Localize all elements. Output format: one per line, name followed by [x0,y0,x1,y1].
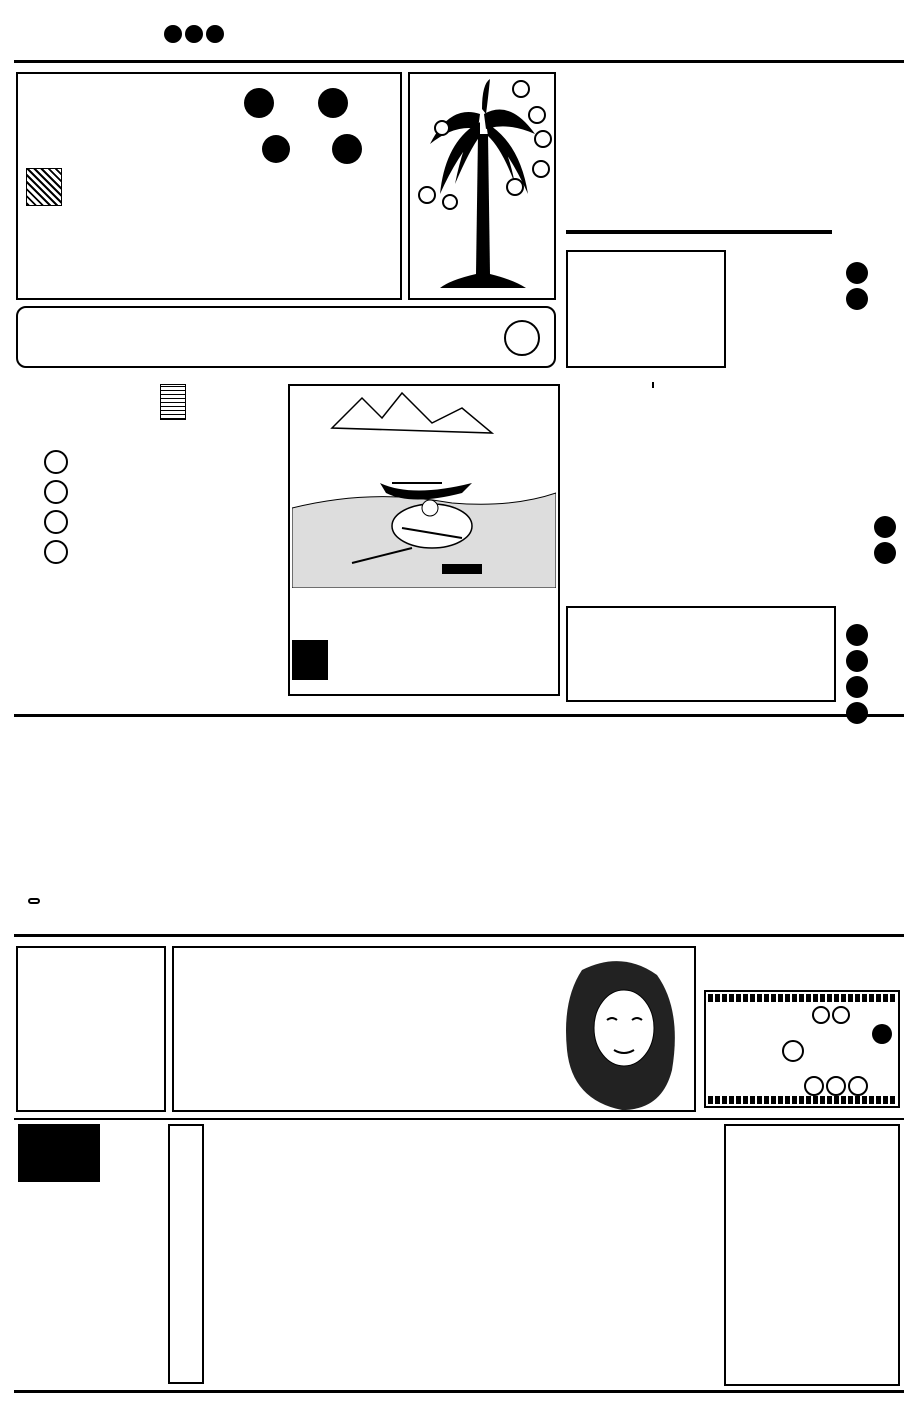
special-ball [832,1006,850,1024]
prize-box [566,250,726,368]
palm-ball [534,130,552,148]
story-illustration [292,388,556,588]
headline-image [26,168,62,206]
header-rule [14,60,904,63]
special-ball [812,1006,830,1024]
vertical-ball [846,262,868,284]
immortals-title-box [168,1124,204,1384]
must-die-text [572,632,672,698]
palm-ball [528,106,546,124]
header-balls [164,25,224,43]
headline-ball [262,135,290,163]
shensuan-title [18,1124,100,1182]
vertical-ball [846,702,868,724]
special-ball [804,1076,824,1096]
vertical-ball [846,676,868,698]
left-article [80,384,156,580]
smart-text [734,1184,894,1188]
hotline-vertical [22,740,102,890]
special-ball [848,1076,868,1096]
riddle-box [16,946,166,1112]
palm-ball [506,178,524,196]
headline-text-right [212,168,396,264]
hk-result-box [16,306,556,368]
final-rule [14,1390,904,1393]
headline-ball [332,134,362,164]
palm-ball [532,160,550,178]
smart-box [724,1124,900,1386]
story-text [160,518,284,678]
palm-ball [418,186,436,204]
left-circle-char [44,510,68,534]
headline-nums1 [244,88,348,118]
bottom-rule [14,1118,904,1120]
hot-ball [206,25,224,43]
jackpot-amount [28,898,40,904]
cold-text [680,384,832,570]
table10-icon [160,384,186,420]
palm-ball [442,194,458,210]
special-ball [826,1076,846,1096]
immortals-columns [208,1124,718,1386]
vertical-ball [874,542,896,564]
story-logo [292,640,328,680]
palm-ball [512,80,530,98]
hot-ball [164,25,182,43]
mid-rule [14,714,904,717]
vertical-ball [846,288,868,310]
left-circle-char [44,450,68,474]
left-article-2 [20,590,156,676]
hot-ball [185,25,203,43]
vertical-ball [874,516,896,538]
calendar [728,250,834,251]
lower-rule [14,934,904,937]
left-circle-char [44,540,68,564]
headline-text-left [66,168,208,268]
prize-hotline [566,230,832,234]
special-mid [782,1040,804,1062]
shensuan-side [46,1186,102,1272]
cold-vertical-1 [652,382,654,388]
special-strip-bottom [708,1096,896,1104]
header-date [32,34,42,45]
special-strip-top [708,994,896,1002]
headline-nums2 [262,134,362,164]
portrait [552,950,692,1110]
vertical-ball [846,624,868,646]
special-ball [872,1024,892,1044]
hk-special-ball [504,320,540,356]
vertical-ball [846,650,868,672]
headline-ball [318,88,348,118]
palm-ball [434,120,450,136]
headline-ball [244,88,274,118]
left-circle-char [44,480,68,504]
